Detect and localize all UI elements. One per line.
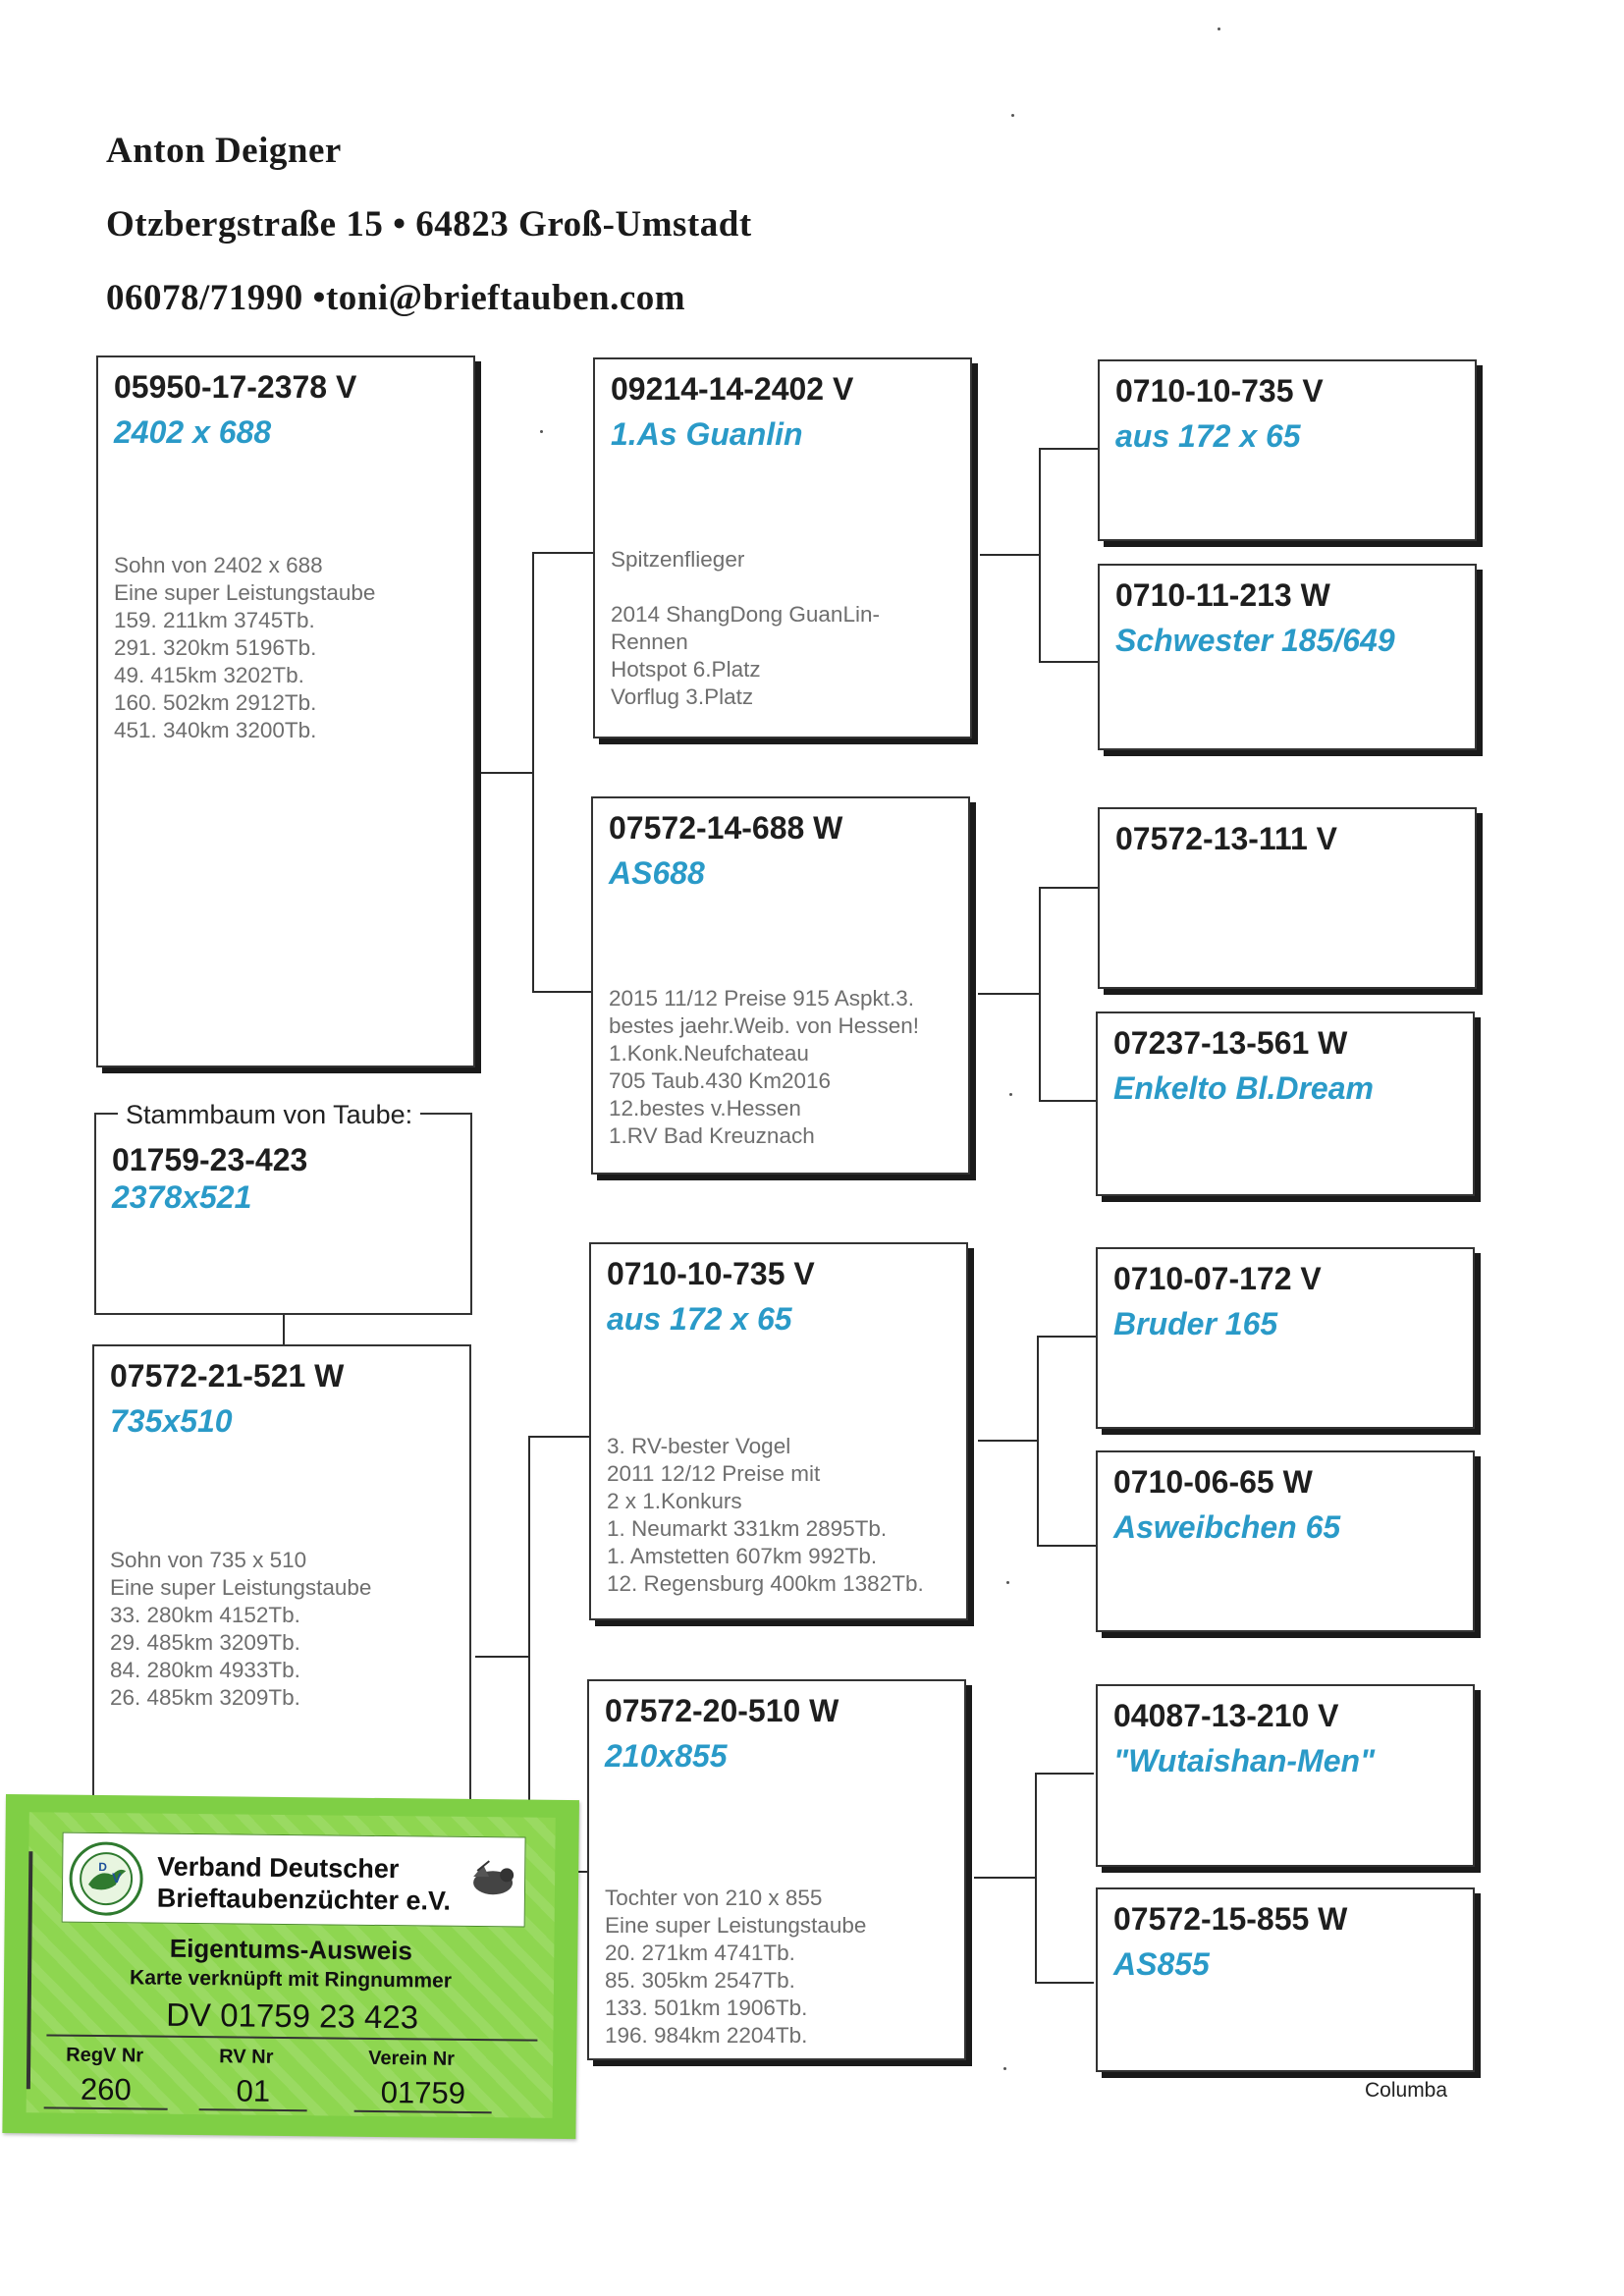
pedigree-card-g3	[1098, 359, 1477, 541]
pigeon-name: aus 172 x 65	[607, 1301, 792, 1337]
rv-label: RV Nr	[219, 2046, 274, 2068]
connector-line	[1035, 1982, 1094, 1984]
pedigree-card-g3	[1096, 1887, 1475, 2072]
pigeon-name: 2402 x 688	[114, 414, 272, 450]
card-subtitle: Karte verknüpft mit Ringnummer	[129, 1966, 453, 1993]
connector-line	[1037, 1545, 1096, 1547]
pigeon-name: "Wutaishan-Men"	[1113, 1743, 1376, 1778]
pigeon-name: 1.As Guanlin	[611, 416, 803, 452]
pedigree-card-g3	[1096, 1247, 1475, 1429]
pigeon-name: aus 172 x 65	[1115, 418, 1301, 454]
connector-line	[1035, 1773, 1037, 1984]
performance-notes: Sohn von 735 x 510 Eine super Leistungstaube 33. 280km 4152Tb. 29. 485km 3209Tb. 84. 280km 4933Tb. 26. 485km 3209Tb.	[110, 1548, 372, 1710]
regv-value: 260	[44, 2071, 168, 2109]
scan-speck	[1011, 114, 1014, 117]
pedigree-card-g3	[1096, 1684, 1475, 1867]
pedigree-card-g3	[1096, 1450, 1475, 1632]
connector-line	[1035, 1773, 1094, 1775]
rv-value: 01	[199, 2073, 307, 2111]
connector-line	[475, 772, 532, 774]
regv-label: RegV Nr	[66, 2044, 144, 2067]
pedigree-card-g3	[1098, 564, 1477, 750]
connector-line	[980, 554, 1039, 556]
pigeon-name: Asweibchen 65	[1113, 1509, 1341, 1545]
pedigree-card-mf	[589, 1242, 968, 1620]
performance-notes: Sohn von 2402 x 688 Eine super Leistungstaube 159. 211km 3745Tb. 291. 320km 5196Tb. 49. 415km 3202Tb. 160. 502km 2912Tb. 451. 340km 3200Tb.	[114, 553, 376, 742]
pigeon-name: AS855	[1113, 1946, 1210, 1982]
pedigree-card-fm	[591, 796, 970, 1175]
pigeon-name: 210x855	[605, 1738, 728, 1774]
id-card-body	[27, 1812, 556, 2118]
card-title: Eigentums-Ausweis	[169, 1933, 413, 1966]
connector-line	[283, 1315, 285, 1344]
performance-notes: 2015 11/12 Preise 915 Aspkt.3. bestes jaehr.Weib. von Hessen! 1.Konk.Neufchateau 705 Taub.430 Km2016 12.bestes v.Hessen 1.RV Bad Kreuznach	[609, 986, 920, 1148]
scan-speck	[1218, 27, 1220, 30]
scan-speck	[1003, 2067, 1006, 2070]
ring-number: 07237-13-561 W	[1113, 1025, 1348, 1061]
verein-value: 01759	[354, 2075, 492, 2113]
pigeon-emblem-icon	[467, 1857, 518, 1901]
ring-number: 0710-06-65 W	[1113, 1464, 1313, 1500]
connector-line	[475, 1656, 530, 1658]
connector-line	[1039, 448, 1098, 450]
card-header	[62, 1832, 526, 1928]
pigeon-name: AS688	[609, 855, 705, 891]
ring-number: 0710-10-735 V	[1115, 373, 1324, 409]
footer-brand: Columba	[1365, 2079, 1448, 2102]
pedigree-card-ff	[593, 357, 972, 738]
ring-number: 04087-13-210 V	[1113, 1698, 1339, 1733]
pigeon-name: Enkelto Bl.Dream	[1113, 1070, 1374, 1106]
subject-ring-number: 01759-23-423	[112, 1142, 308, 1177]
connector-line	[978, 993, 1039, 995]
ring-number: 07572-20-510 W	[605, 1693, 839, 1728]
ring-number: 07572-14-688 W	[609, 810, 843, 846]
breeder-address: Otzbergstraße 15 • 64823 Groß-Umstadt	[106, 204, 752, 245]
pigeon-name: Schwester 185/649	[1115, 623, 1395, 658]
connector-line	[532, 991, 593, 993]
connector-line	[1037, 1336, 1096, 1338]
connector-line	[974, 1877, 1035, 1879]
association-name-line1: Verband Deutscher	[157, 1851, 400, 1885]
verein-label: Verein Nr	[368, 2047, 456, 2070]
pedigree-card-father	[96, 355, 475, 1067]
connector-line	[1039, 661, 1098, 663]
pigeon-name: Bruder 165	[1113, 1306, 1278, 1341]
pedigree-card-g3	[1096, 1011, 1475, 1196]
connector-line	[532, 552, 534, 993]
scan-speck	[540, 430, 543, 433]
connector-line	[1039, 448, 1041, 663]
svg-text:D: D	[98, 1859, 107, 1875]
connector-line	[1037, 1336, 1039, 1547]
ring-number: 07572-21-521 W	[110, 1358, 345, 1394]
connector-line	[1039, 1100, 1098, 1102]
scan-speck	[1006, 1581, 1009, 1584]
connector-line	[528, 1436, 589, 1438]
subject-pigeon-box	[94, 1100, 472, 1315]
pedigree-card-mm	[587, 1679, 966, 2060]
ring-number: 09214-14-2402 V	[611, 371, 854, 407]
ring-number: 05950-17-2378 V	[114, 369, 357, 405]
ring-number: 07572-13-111 V	[1115, 821, 1337, 856]
ring-number: 0710-07-172 V	[1113, 1261, 1322, 1296]
performance-notes: 3. RV-bester Vogel 2011 12/12 Preise mit 2 x 1.Konkurs 1. Neumarkt 331km 2895Tb. 1. Amstetten 607km 992Tb. 12. Regensburg 400km 1382Tb.	[607, 1434, 924, 1596]
subject-name: 2378x521	[112, 1179, 252, 1215]
scan-speck	[1009, 1093, 1012, 1096]
pedigree-card-g3	[1098, 807, 1477, 989]
association-seal-icon	[69, 1841, 144, 1917]
connector-line	[1039, 887, 1098, 889]
pedigree-label: Stammbaum von Taube:	[118, 1100, 420, 1130]
connector-line	[978, 1440, 1037, 1442]
connector-line	[532, 552, 593, 554]
connector-line	[1039, 887, 1041, 1102]
performance-notes: Spitzenflieger 2014 ShangDong GuanLin- Rennen Hotspot 6.Platz Vorflug 3.Platz	[611, 547, 880, 709]
breeder-name: Anton Deigner	[106, 131, 342, 171]
ring-number: 07572-15-855 W	[1113, 1901, 1348, 1937]
association-name-line2: Brieftaubenzüchter e.V.	[156, 1883, 452, 1916]
ownership-id-card	[2, 1794, 579, 2139]
svg-text:V: V	[112, 1870, 122, 1886]
ring-number: 0710-10-735 V	[607, 1256, 815, 1291]
performance-notes: Tochter von 210 x 855 Eine super Leistungstaube 20. 271km 4741Tb. 85. 305km 2547Tb. 133. 501km 1906Tb. 196. 984km 2204Tb.	[605, 1886, 867, 2048]
pigeon-name: 735x510	[110, 1403, 233, 1439]
ring-number-field: DV 01759 23 423	[46, 1995, 537, 2041]
pedigree-card-mother	[92, 1344, 471, 1835]
breeder-contact: 06078/71990 •toni@brieftauben.com	[106, 278, 686, 318]
ring-number: 0710-11-213 W	[1115, 577, 1330, 613]
